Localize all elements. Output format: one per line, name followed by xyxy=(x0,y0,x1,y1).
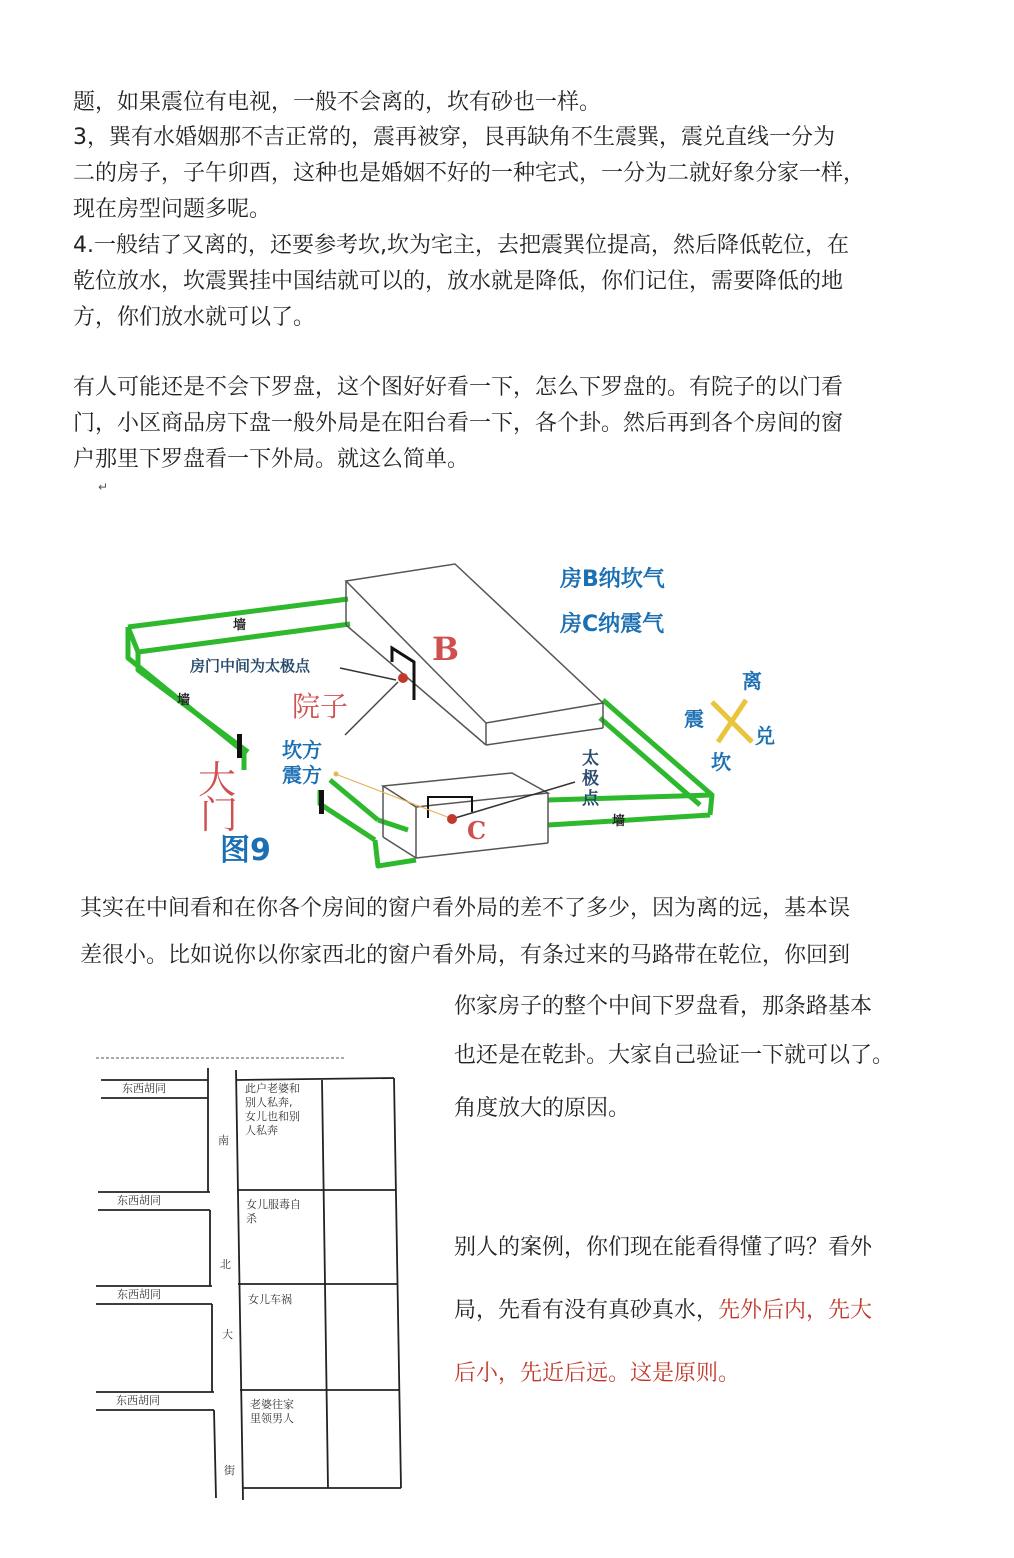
kan-fang-label: 坎方 xyxy=(282,738,322,762)
case-3-line-1: 女儿车祸 xyxy=(248,1293,292,1306)
compass-li: 离 xyxy=(742,669,762,693)
paragraph-top-line-4: 现在房型问题多呢。 xyxy=(73,197,272,222)
house-b-letter: B xyxy=(432,630,460,668)
gate-char-1: 大 xyxy=(198,758,237,802)
street-char-bei: 北 xyxy=(220,1258,231,1271)
paragraph-top-line-7: 方，你们放水就可以了。 xyxy=(73,305,316,330)
wall-label-left: 墙 xyxy=(177,693,191,708)
paragraph-bottom-line-4: 也还是在乾卦。大家自己验证一下就可以了。 xyxy=(454,1043,895,1068)
paragraph-top-line-3: 二的房子，子午卯酉，这种也是婚姻不好的一种宅式，一分为二就好象分家一样， xyxy=(73,161,866,186)
gate-post-right xyxy=(319,790,324,814)
street-char-jie: 街 xyxy=(224,1464,235,1477)
taiji-char-1: 太 xyxy=(582,749,599,769)
paragraph-top-line-1: 题，如果震位有电视，一般不会离的，坎有砂也一样。 xyxy=(73,90,602,115)
case-2-line-2: 杀 xyxy=(246,1212,257,1225)
paragraph-bottom-line-3: 你家房子的整个中间下罗盘看，那条路基本 xyxy=(454,994,873,1019)
case-1-line-4: 人私奔 xyxy=(245,1124,278,1137)
taiji-char-3: 点 xyxy=(582,789,599,809)
compass-line-2 xyxy=(718,700,746,742)
case-1-line-3: 女儿也和别 xyxy=(245,1110,300,1123)
line-7-red: 先外后内，先大 xyxy=(718,1298,873,1323)
zhen-fang-label: 震方 xyxy=(282,763,322,787)
compass-dui: 兑 xyxy=(755,724,775,748)
door-center-note: 房门中间为太极点 xyxy=(190,657,311,675)
taiji-dot-b xyxy=(398,673,408,683)
case-1-line-1: 此户老婆和 xyxy=(245,1082,300,1095)
paragraph-bottom-line-5: 角度放大的原因。 xyxy=(454,1096,631,1121)
paragraph-mid-line-1: 有人可能还是不会下罗盘，这个图好好看一下，怎么下罗盘的。有院子的以门看 xyxy=(73,375,844,400)
taiji-char-2: 极 xyxy=(582,769,599,789)
paragraph-bottom-line-7 xyxy=(454,1292,872,1329)
paragraph-bottom-line-2: 差很小。比如说你以你家西北的窗户看外局，有条过来的马路带在乾位，你回到 xyxy=(80,943,851,968)
compass-kan: 坎 xyxy=(711,750,731,774)
case-4-line-2: 里领男人 xyxy=(250,1412,294,1425)
paragraph-top-line-6: 乾位放水，坎震巽挂中国结就可以的，放水就是降低，你们记住，需要降低的地 xyxy=(73,269,844,294)
paragraph-top-line-5: 4.一般结了又离的，还要参考坎,坎为宅主，去把震巽位提高，然后降低乾位，在 xyxy=(73,233,849,258)
lane-label-4: 东西胡同 xyxy=(116,1394,160,1407)
case-1-line-2: 别人私奔, xyxy=(245,1096,293,1109)
paragraph-bottom-line-8: 后小，先近后远。这是原则。 xyxy=(454,1361,741,1386)
line-7-black: 局，先看有没有真砂真水， xyxy=(454,1298,719,1323)
figure-label: 图9 xyxy=(220,833,271,868)
gate-char-2: 门 xyxy=(200,793,239,837)
wall-label-top: 墙 xyxy=(233,618,247,633)
house-c-letter: C xyxy=(467,816,487,845)
gate-post-left xyxy=(237,734,242,758)
paragraph-top-line-2: 3，巽有水婚姻那不吉正常的，震再被穿，艮再缺角不生震巽，震兑直线一分为 xyxy=(73,125,835,150)
wall-label-bottom: 墙 xyxy=(612,814,626,829)
house-b-qi-label: 房B纳坎气 xyxy=(560,567,665,592)
paragraph-mid-line-2: 门，小区商品房下盘一般外局是在阳台看一下，各个卦。然后再到各个房间的窗 xyxy=(73,411,844,436)
arrow-door-note xyxy=(340,668,396,680)
compass-zhen: 震 xyxy=(684,707,704,731)
lane-label-2: 东西胡同 xyxy=(117,1194,161,1207)
gate-dot xyxy=(334,772,339,777)
paragraph-mid-line-3: 户那里下罗盘看一下外局。就这么简单。 xyxy=(73,447,470,472)
case-4-line-1: 老婆往家 xyxy=(250,1398,294,1411)
lane-label-3: 东西胡同 xyxy=(117,1288,161,1301)
house-c-qi-label: 房C纳震气 xyxy=(560,612,665,637)
taiji-dot-c xyxy=(447,814,457,824)
street-char-da: 大 xyxy=(222,1328,233,1341)
street-char-nan: 南 xyxy=(218,1134,229,1147)
yard-label: 院子 xyxy=(292,690,349,723)
arrow-yard-to-b xyxy=(345,682,398,735)
map-lines xyxy=(96,1068,401,1500)
case-2-line-1: 女儿服毒自 xyxy=(246,1198,301,1211)
return-mark: ↵ xyxy=(98,480,109,494)
paragraph-bottom-line-6: 别人的案例，你们现在能看得懂了吗？看外 xyxy=(454,1235,873,1260)
lane-label-1: 东西胡同 xyxy=(122,1082,166,1095)
paragraph-bottom-line-1: 其实在中间看和在你各个房间的窗户看外局的差不了多少，因为离的远，基本误 xyxy=(80,896,851,921)
